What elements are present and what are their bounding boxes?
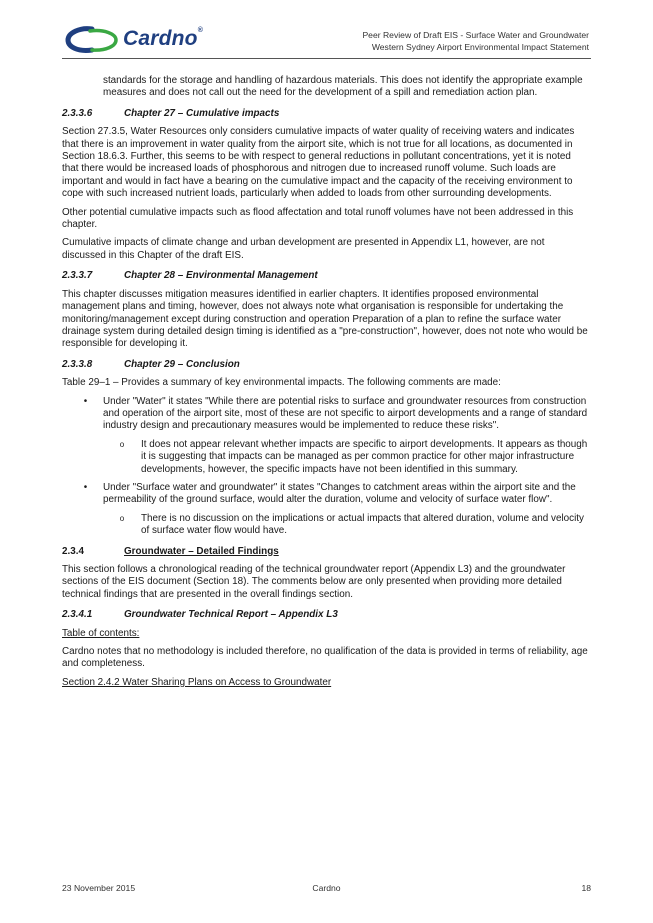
paragraph: Table 29–1 – Provides a summary of key environmental impacts. The following comments are made: bbox=[62, 377, 501, 389]
paragraph: Cardno notes that no methodology is included therefore, no qualification of the data is provided in terms of reliability, age and completeness. bbox=[62, 646, 588, 670]
bullet-icon: • bbox=[83, 395, 88, 407]
paragraph: Section 27.3.5, Water Resources only considers cumulative impacts of water quality of receiving waters and indicates that there is an improvement in water quality from the airport site, which is not true for all locations, as documented in Section 18.6.3. Further, this seems to be with respect to general reductions in pollutant concentrations, yet it is noted that there would be increased loads of phosphorous and nitrogen due to increased runoff volume. Such loads are important and would in fact have a bearing on the cumulative impact and the capacity of the receiving environment to cope with such increased nutrient loads, particularly when added to loads from other surrounding developments. bbox=[62, 126, 575, 200]
toc-label: Table of contents: bbox=[62, 627, 140, 639]
paragraph: This section follows a chronological reading of the technical groundwater report (Appendix L3) and the groundwater sections of the EIS document (Section 18). The comments below are only presented when providing more detailed technical findings that are presented in the overall findings section. bbox=[62, 564, 566, 600]
paragraph: This chapter discusses mitigation measures identified in earlier chapters. It identifies proposed environmental management plans and timing, however, does not always note what organisation is responsible for undertaking the monitoring/management except during construction and operation Preparation of a plan to refine the surface water drainage system during detailed design timing is identified as a "pre-construction", however, does not note who would be responsible for developing it. bbox=[62, 288, 588, 350]
intro-paragraph: standards for the storage and handling of hazardous materials. This does not identify the appropriate example measures and does not call out the need for the development of a spill and remediation action plan. bbox=[103, 75, 583, 99]
list-item: • Under "Water" it states "While there are potential risks to surface and groundwater resources from construction and operation of the airport site, most of these are not specific to airport developments and a range of standard industry design and precautionary measures would be implemented to reduce these risks". bbox=[62, 396, 590, 433]
sub-list-item: o There is no discussion on the implications or actual impacts that altered duration, volume and velocity of surface water flow would have. bbox=[103, 513, 590, 538]
sub-bullet-icon: o bbox=[119, 439, 125, 449]
header-rule bbox=[62, 58, 591, 59]
document-body bbox=[62, 75, 590, 695]
bullet-icon: • bbox=[83, 481, 88, 493]
footer-date: 23 November 2015 bbox=[62, 883, 136, 893]
header-title-line2: Western Sydney Airport Environmental Impact Statement bbox=[371, 41, 589, 52]
sub-list-item: o It does not appear relevant whether impacts are specific to airport developments. It appears as though it is suggesting that impacts can be managed as per common practice for other major infrastructure developments, however, the specific impacts have not been identified in this summary. bbox=[103, 439, 590, 476]
logo-wordmark: Cardno® bbox=[123, 27, 204, 50]
section-reference: Section 2.4.2 Water Sharing Plans on Access to Groundwater bbox=[62, 676, 332, 688]
paragraph: Other potential cumulative impacts such as flood affectation and total runoff volumes have not been addressed in this chapter. bbox=[62, 206, 574, 231]
section-heading-2338: 2.3.3.8 Chapter 29 – Conclusion bbox=[62, 358, 240, 370]
list-item: • Under "Surface water and groundwater" it states "Changes to catchment areas within the airport site and the permeability of the ground surface, would alter the duration, volume and velocity of surface water flow". bbox=[62, 482, 590, 507]
section-heading-2337: 2.3.3.7 Chapter 28 – Environmental Management bbox=[62, 270, 318, 282]
footer-company: Cardno bbox=[312, 883, 341, 893]
section-heading-234: 2.3.4 Groundwater – Detailed Findings bbox=[62, 545, 279, 557]
paragraph: Cumulative impacts of climate change and urban development are presented in Appendix L1, however, are not discussed in this Chapter of the draft EIS. bbox=[62, 237, 545, 261]
header-title bbox=[362, 30, 589, 53]
section-heading-2341: 2.3.4.1 Groundwater Technical Report – Appendix L3 bbox=[62, 609, 338, 621]
section-heading-2336: 2.3.3.6 Chapter 27 – Cumulative impacts bbox=[62, 107, 280, 119]
page-number: 18 bbox=[581, 883, 591, 893]
header-title-line1: Peer Review of Draft EIS - Surface Water and Groundwater bbox=[362, 30, 589, 40]
sub-bullet-icon: o bbox=[119, 513, 125, 523]
